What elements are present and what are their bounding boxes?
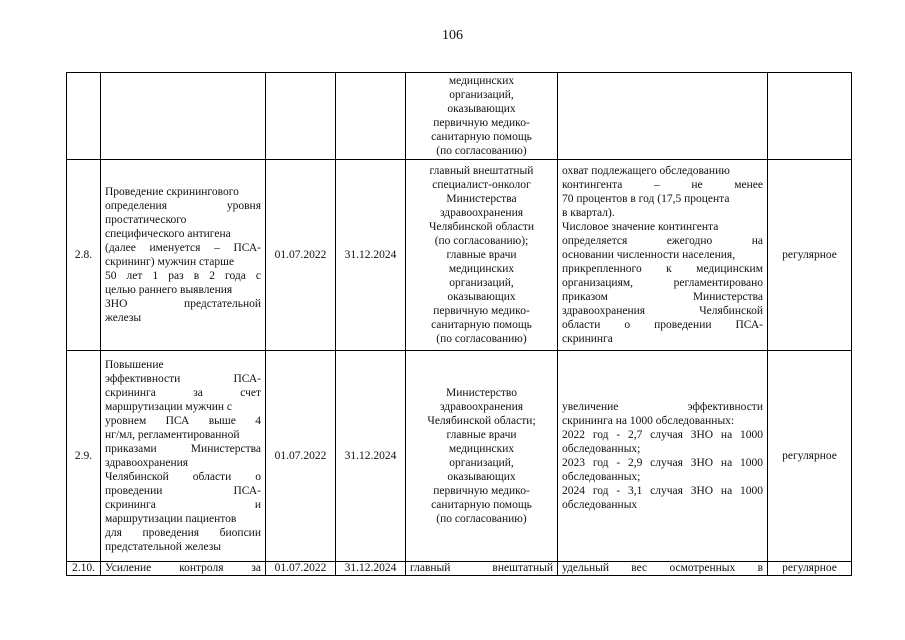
expected-result-line: 2024 год - 3,1 случая ЗНО на 1000 xyxy=(562,485,763,497)
activity-name-line: скрининга и xyxy=(105,499,261,511)
expected-result-line: охват подлежащего обследованию xyxy=(562,165,730,177)
start-date xyxy=(266,562,336,576)
responsible-executor-line: первичную медико- xyxy=(433,117,530,129)
expected-result xyxy=(558,562,768,576)
expected-result-line: скрининга на 1000 обследованных: xyxy=(562,415,735,427)
activity-name-line: специфического антигена xyxy=(105,228,231,240)
expected-result-line: обследованных xyxy=(562,499,638,511)
responsible-executor xyxy=(406,160,558,351)
activity-type-text: регулярное xyxy=(782,450,837,462)
activity-name-line: Челябинской области о xyxy=(105,471,261,483)
page-number: 106 xyxy=(442,28,463,43)
activity-name-line: скрининг) мужчин старше xyxy=(105,256,235,268)
responsible-executor-line: (по согласованию); xyxy=(434,235,529,247)
expected-result-line: прикрепленного к медицинским xyxy=(562,263,763,275)
start-date-text: 01.07.2022 xyxy=(274,249,327,261)
start-date xyxy=(266,351,336,562)
expected-result xyxy=(558,351,768,562)
responsible-executor xyxy=(406,73,558,160)
table-row xyxy=(67,562,852,576)
start-date-text: 01.07.2022 xyxy=(274,450,327,462)
activity-name-line: маршрутизации мужчин с xyxy=(105,401,233,413)
table-row xyxy=(67,160,852,351)
responsible-executor-line: оказывающих xyxy=(447,471,516,483)
responsible-executor-line: санитарную помощь xyxy=(431,499,532,511)
activity-name-line: железы xyxy=(105,312,142,324)
responsible-executor-line: организаций, xyxy=(449,457,514,469)
end-date xyxy=(336,160,406,351)
responsible-executor-line: санитарную помощь xyxy=(431,319,532,331)
activity-type xyxy=(768,73,852,160)
responsible-executor-line: главные врачи xyxy=(446,249,517,261)
responsible-executor-line: медицинских xyxy=(448,263,515,275)
expected-result-line: удельный вес осмотренных в xyxy=(562,562,763,574)
expected-result-line: организациям, регламентировано xyxy=(562,277,763,289)
end-date-text: 31.12.2024 xyxy=(344,450,397,462)
activity-name-line: простатического xyxy=(105,214,187,226)
activity-name-line: проведении ПСА- xyxy=(105,485,261,497)
expected-result-line: 70 процентов в год (17,5 процента xyxy=(562,193,730,205)
expected-result-line: Числовое значение контингента xyxy=(562,221,719,233)
item-number-text: 2.10. xyxy=(72,562,95,574)
item-number-text: 2.9. xyxy=(74,450,93,462)
item-number xyxy=(67,73,101,160)
start-date xyxy=(266,73,336,160)
expected-result-line: скрининга xyxy=(562,333,613,345)
activity-name-line: уровнем ПСА выше 4 xyxy=(105,415,261,427)
expected-result xyxy=(558,73,768,160)
responsible-executor-line: оказывающих xyxy=(447,291,516,303)
activity-name-line: 50 лет 1 раз в 2 года с xyxy=(105,270,261,282)
expected-result-line: здравоохранения Челябинской xyxy=(562,305,763,317)
responsible-executor-line: (по согласованию) xyxy=(436,513,527,525)
activity-name-line: эффективности ПСА- xyxy=(105,373,261,385)
responsible-executor-line: медицинских xyxy=(448,75,515,87)
activity-name-line: нг/мл, регламентированной xyxy=(105,429,240,441)
expected-result-line: приказом Министерства xyxy=(562,291,763,303)
responsible-executor-line: оказывающих xyxy=(447,103,516,115)
activities-table xyxy=(66,72,852,576)
item-number xyxy=(67,562,101,576)
item-number-text: 2.8. xyxy=(74,249,93,261)
responsible-executor xyxy=(406,351,558,562)
end-date xyxy=(336,73,406,160)
activity-type xyxy=(768,160,852,351)
expected-result-line: обследованных; xyxy=(562,443,641,455)
activity-type xyxy=(768,351,852,562)
expected-result-line: увеличение эффективности xyxy=(562,401,763,413)
end-date-text: 31.12.2024 xyxy=(344,562,397,574)
end-date xyxy=(336,562,406,576)
activity-name xyxy=(101,351,266,562)
expected-result xyxy=(558,160,768,351)
expected-result-line: 2023 год - 2,9 случая ЗНО на 1000 xyxy=(562,457,763,469)
start-date-text: 01.07.2022 xyxy=(274,562,327,574)
responsible-executor-line: (по согласованию) xyxy=(436,333,527,345)
responsible-executor-line: главные врачи xyxy=(446,429,517,441)
responsible-executor-line: здравоохранения xyxy=(439,401,524,413)
responsible-executor-line: специалист-онколог xyxy=(432,179,531,191)
activity-name-line: Усиление контроля за xyxy=(105,562,261,574)
responsible-executor-line: Челябинской области; xyxy=(427,415,536,427)
responsible-executor-line: Министерство xyxy=(446,387,517,399)
activity-name-line: Повышение xyxy=(105,359,164,371)
responsible-executor-line: медицинских xyxy=(448,443,515,455)
activity-name xyxy=(101,562,266,576)
responsible-executor-line: здравоохранения xyxy=(439,207,524,219)
responsible-executor-line: первичную медико- xyxy=(433,485,530,497)
end-date xyxy=(336,351,406,562)
activity-name-line: определения уровня xyxy=(105,200,261,212)
activity-name-line: скрининга за счет xyxy=(105,387,261,399)
expected-result-line: основании численности населения, xyxy=(562,249,736,261)
activity-name-line: целью раннего выявления xyxy=(105,284,233,296)
activity-name-line: предстательной железы xyxy=(105,541,221,553)
activity-type-text: регулярное xyxy=(782,249,837,261)
responsible-executor-line: санитарную помощь xyxy=(431,131,532,143)
activity-name xyxy=(101,160,266,351)
expected-result-line: области о проведении ПСА- xyxy=(562,319,763,331)
responsible-executor-line: главный внештатный xyxy=(410,562,553,574)
activity-name-line: маршрутизации пациентов xyxy=(105,513,237,525)
responsible-executor-line: организаций, xyxy=(449,89,514,101)
activity-name-line: приказами Министерства xyxy=(105,443,261,455)
item-number xyxy=(67,160,101,351)
activity-type-text: регулярное xyxy=(782,562,837,574)
item-number xyxy=(67,351,101,562)
activity-name-line: Проведение скринингового xyxy=(105,186,239,198)
activity-name-line: ЗНО предстательной xyxy=(105,298,261,310)
responsible-executor-line: Челябинской области xyxy=(428,221,535,233)
activity-name xyxy=(101,73,266,160)
table-row xyxy=(67,73,852,160)
responsible-executor-line: первичную медико- xyxy=(433,305,530,317)
activity-name-line: для проведения биопсии xyxy=(105,527,261,539)
expected-result-line: 2022 год - 2,7 случая ЗНО на 1000 xyxy=(562,429,763,441)
end-date-text: 31.12.2024 xyxy=(344,249,397,261)
table-row xyxy=(67,351,852,562)
activity-name-line: (далее именуется – ПСА- xyxy=(105,242,261,254)
responsible-executor-line: главный внештатный xyxy=(429,165,534,177)
responsible-executor-line: Министерства xyxy=(446,193,517,205)
activity-type xyxy=(768,562,852,576)
expected-result-line: определяется ежегодно на xyxy=(562,235,763,247)
responsible-executor xyxy=(406,562,558,576)
expected-result-line: в квартал). xyxy=(562,207,615,219)
activity-name-line: здравоохранения xyxy=(105,457,189,469)
expected-result-line: обследованных; xyxy=(562,471,641,483)
responsible-executor-line: (по согласованию) xyxy=(436,145,527,157)
expected-result-line: контингента – не менее xyxy=(562,179,763,191)
responsible-executor-line: организаций, xyxy=(449,277,514,289)
start-date xyxy=(266,160,336,351)
